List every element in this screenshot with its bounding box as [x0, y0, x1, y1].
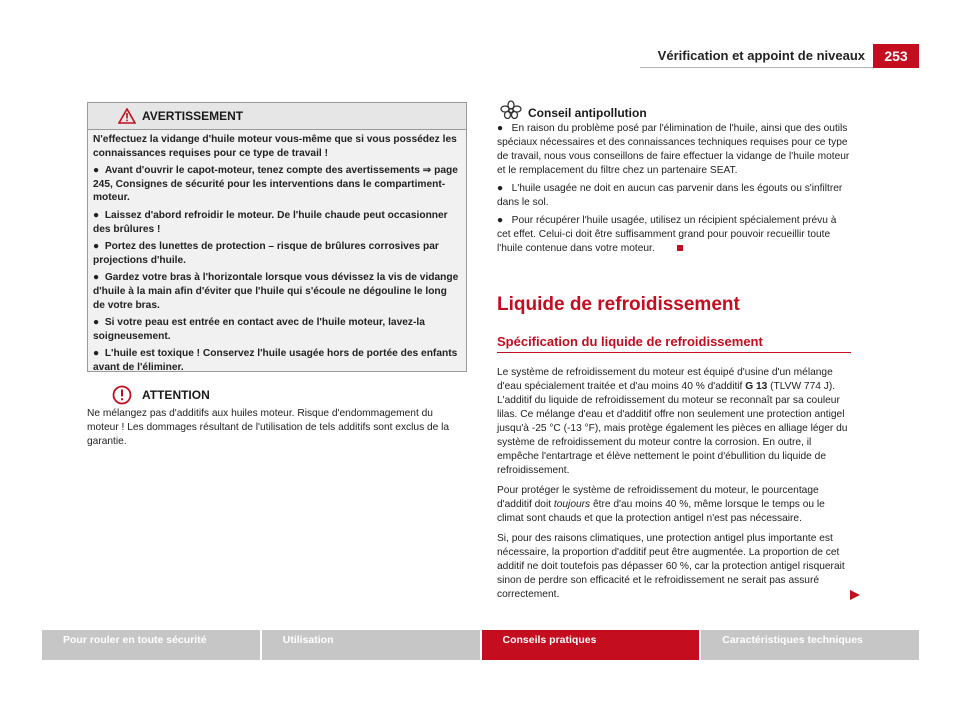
environment-item: ● Pour récupérer l'huile usagée, utilisez un récipient spécialement prévu à cet effet. Celui-ci doit être suffisamment grand pour pouvoir recueillir toute l'huile contenue dans votre moteur.	[497, 215, 837, 254]
paragraph: Le système de refroidissement du moteur est équipé d'usine d'un mélange d'eau spécialement traitée et d'au moins 40 % d'additif G 13 (TLVW 774 J). L'additif du liquide de refroidissement du moteur se reconnaît par sa couleur lilas. Ce mélange d'eau et d'additif offre non seulement une protection antigel jusqu'à -25 °C (-13 °F), mais protège également les pièces en alliage léger du système de refroidissement du moteur contre la corrosion. En outre, il empêche l'entartrage et élève nettement le point d'ébullition du liquide de refroidissement.	[497, 367, 848, 476]
section-subtitle: Spécification du liquide de refroidissement	[497, 334, 763, 349]
main-text	[497, 366, 852, 608]
attention-exclamation-icon	[112, 385, 132, 405]
paragraph: Si, pour des raisons climatiques, une protection antigel plus importante est nécessaire, la proportion d'additif peut être augmentée. La proportion de cet additif ne doit toutefois pas dépasser 60 %, car la protection antigel risquerait sinon de perdre son efficacité et le refroidissement ne serait pas assuré correctement.	[497, 533, 845, 600]
warning-box	[87, 102, 467, 372]
tab-caracteristiques[interactable]: Caractéristiques techniques	[701, 630, 919, 660]
warning-body	[88, 130, 466, 375]
tab-conseils-pratiques[interactable]: Conseils pratiques	[482, 630, 700, 660]
environment-item: ● En raison du problème posé par l'élimination de l'huile, ainsi que des outils spéciaux nécessaires et des connaissances techniques requises pour ce type de travail, nous vous conseillons de faire effectuer la vidange de l'huile moteur et le remplacement du filtre chez un partenaire SEAT.	[497, 123, 850, 176]
subtitle-rule	[497, 352, 851, 353]
warning-header	[88, 103, 466, 130]
warning-item: ● Laissez d'abord refroidir le moteur. De l'huile chaude peut occasionner des brûlures !	[93, 209, 448, 235]
running-header: Vérification et appoint de niveaux	[657, 48, 865, 63]
section-title: Liquide de refroidissement	[497, 294, 740, 315]
warning-triangle-icon	[118, 108, 136, 124]
environment-body	[497, 122, 852, 260]
warning-item: ● Portez des lunettes de protection – risque de brûlures corrosives par projections d'huile.	[93, 241, 439, 266]
warning-item: ● L'huile est toxique ! Conservez l'huile usagée hors de portée des enfants avant de l'éliminer.	[93, 348, 458, 373]
flower-icon	[500, 100, 522, 120]
continue-arrow-icon	[850, 590, 860, 600]
footer-nav	[42, 630, 919, 660]
environment-header	[500, 100, 647, 120]
tab-utilisation[interactable]: Utilisation	[262, 630, 480, 660]
environment-item: ● L'huile usagée ne doit en aucun cas parvenir dans les égouts ou s'infiltrer dans le sol.	[497, 183, 843, 208]
paragraph: Pour protéger le système de refroidissement du moteur, le pourcentage d'additif doit toujours être d'au moins 40 %, même lorsque le temps ou le climat sont chauds et que la protection antigel n'est pas nécessaire.	[497, 485, 825, 524]
warning-item: ● Avant d'ouvrir le capot-moteur, tenez compte des avertissements ⇒ page 245, Consignes de sécurité pour les interventions dans le compartiment-moteur.	[93, 165, 458, 204]
warning-intro: N'effectuez la vidange d'huile moteur vous-même que si vous possédez les connaissances requises pour ce type de travail !	[93, 134, 457, 159]
end-of-section-marker	[677, 245, 683, 251]
environment-title: Conseil antipollution	[528, 106, 647, 120]
warning-item: ● Si votre peau est entrée en contact avec de l'huile moteur, lavez-la soigneusement.	[93, 317, 425, 342]
attention-title: ATTENTION	[142, 388, 210, 402]
attention-text: Ne mélangez pas d'additifs aux huiles moteur. Risque d'endommagement du moteur ! Les dommages résultant de l'utilisation de tels additifs sont exclus de la garantie.	[87, 408, 450, 447]
page-number: 253	[873, 44, 919, 68]
attention-header	[112, 385, 210, 405]
header-rule	[640, 67, 880, 68]
warning-item: ● Gardez votre bras à l'horizontale lorsque vous dévissez la vis de vidange d'huile à la main afin d'éviter que l'huile qui s'écoule ne dégouline le long de votre bras.	[93, 272, 459, 311]
warning-title: AVERTISSEMENT	[142, 109, 244, 123]
tab-pour-rouler[interactable]: Pour rouler en toute sécurité	[42, 630, 260, 660]
